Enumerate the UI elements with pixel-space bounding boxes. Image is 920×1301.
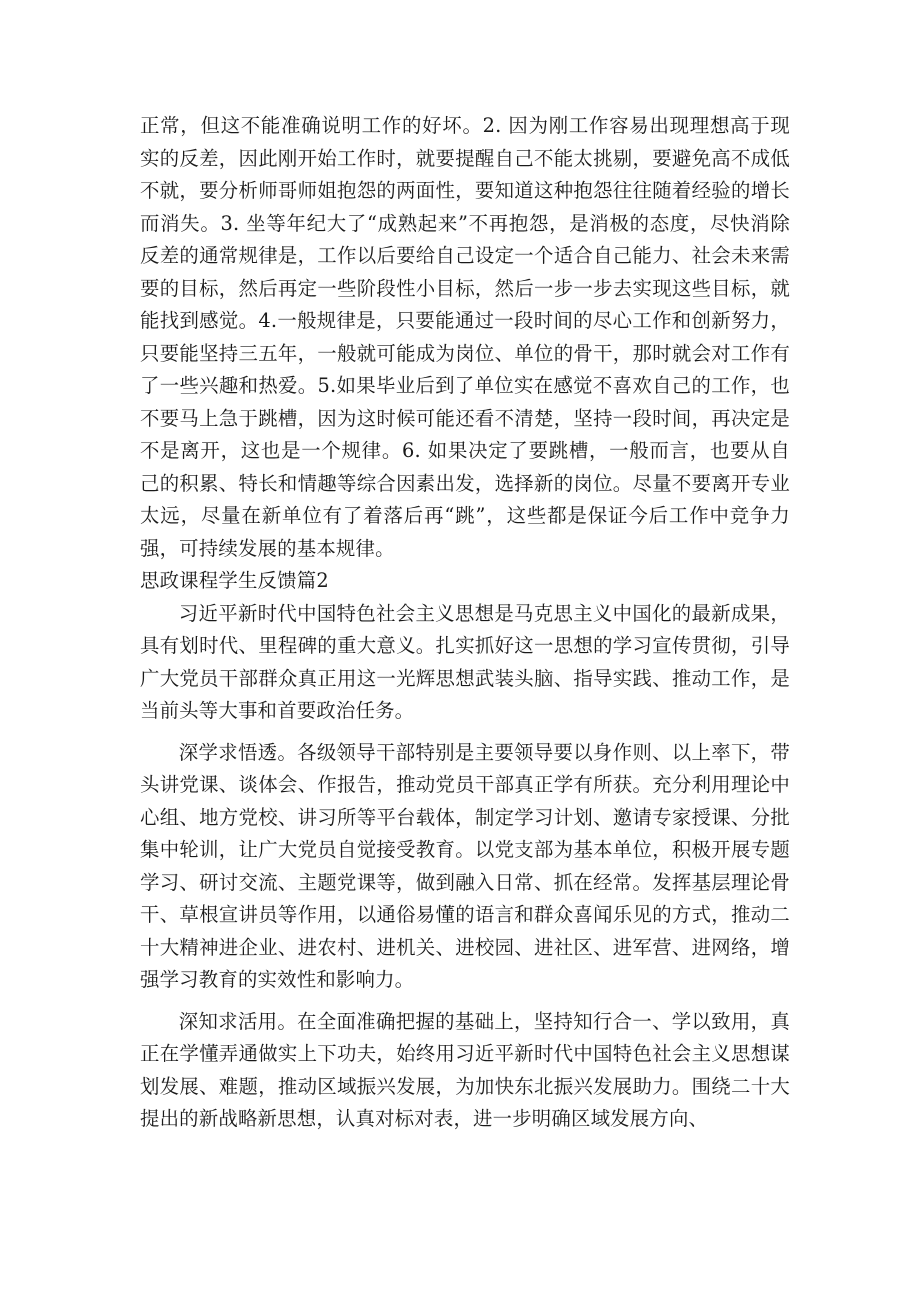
body-paragraph: 深知求活用。在全面准确把握的基础上，坚持知行合一、学以致用，真正在学懂弄通做实上下功夫，始终用习近平新时代中国特色社会主义思想谋划发展、难题，推动区域振兴发展，为加快东北振兴发展助力。围绕二十大提出的新战略新思想，认真对标对表，进一步明确区域发展方向、 bbox=[140, 1009, 790, 1130]
document-body bbox=[140, 110, 790, 1136]
body-paragraph: 深学求悟透。各级领导干部特别是主要领导要以身作则、以上率下，带头讲党课、谈体会、作报告，推动党员干部真正学有所获。充分利用理论中心组、地方党校、讲习所等平台载体，制定学习计划、邀请专家授课、分批集中轮训，让广大党员自觉接受教育。以党支部为基本单位，积极开展专题学习、研讨交流、主题党课等，做到融入日常、抓在经常。发挥基层理论骨干、草根宣讲员等作用，以通俗易懂的语言和群众喜闻乐见的方式，推动二十大精神进企业、进农村、进机关、进校园、进社区、进军营、进网络，增强学习教育的实效性和影响力。 bbox=[140, 740, 790, 991]
section-heading: 思政课程学生反馈篇2 bbox=[140, 569, 329, 592]
body-paragraph: 习近平新时代中国特色社会主义思想是马克思主义中国化的最新成果，具有划时代、里程碑的重大意义。扎实抓好这一思想的学习宣传贯彻，引导广大党员干部群众真正用这一光辉思想武装头脑、指导实践、推动工作，是当前头等大事和首要政治任务。 bbox=[140, 601, 790, 722]
continuation-paragraph: 正常，但这不能准确说明工作的好坏。2. 因为刚工作容易出现理想高于现实的反差，因此刚开始工作时，就要提醒自己不能太挑剔，要避免高不成低不就，要分析师哥师姐抱怨的两面性，要知道这种抱怨往往随着经验的增长而消失。3. 坐等年纪大了“成熟起来”不再抱怨，是消极的态度，尽快消除反差的通常规律是，工作以后要给自己设定一个适合自己能力、社会未来需要的目标，然后再定一些阶段性小目标，然后一步一步去实现这些目标，就能找到感觉。4.一般规律是，只要能通过一段时间的尽心工作和创新努力，只要能坚持三五年，一般就可能成为岗位、单位的骨干，那时就会对工作有了一些兴趣和热爱。5.如果毕业后到了单位实在感觉不喜欢自己的工作，也不要马上急于跳槽，因为这时候可能还看不清楚，坚持一段时间，再决定是不是离开，这也是一个规律。6. 如果决定了要跳槽，一般而言，也要从自己的积累、特长和情趣等综合因素出发，选择新的岗位。尽量不要离开专业太远，尽量在新单位有了着落后再“跳”，这些都是保证今后工作中竞争力强，可持续发展的基本规律。 bbox=[140, 114, 790, 560]
